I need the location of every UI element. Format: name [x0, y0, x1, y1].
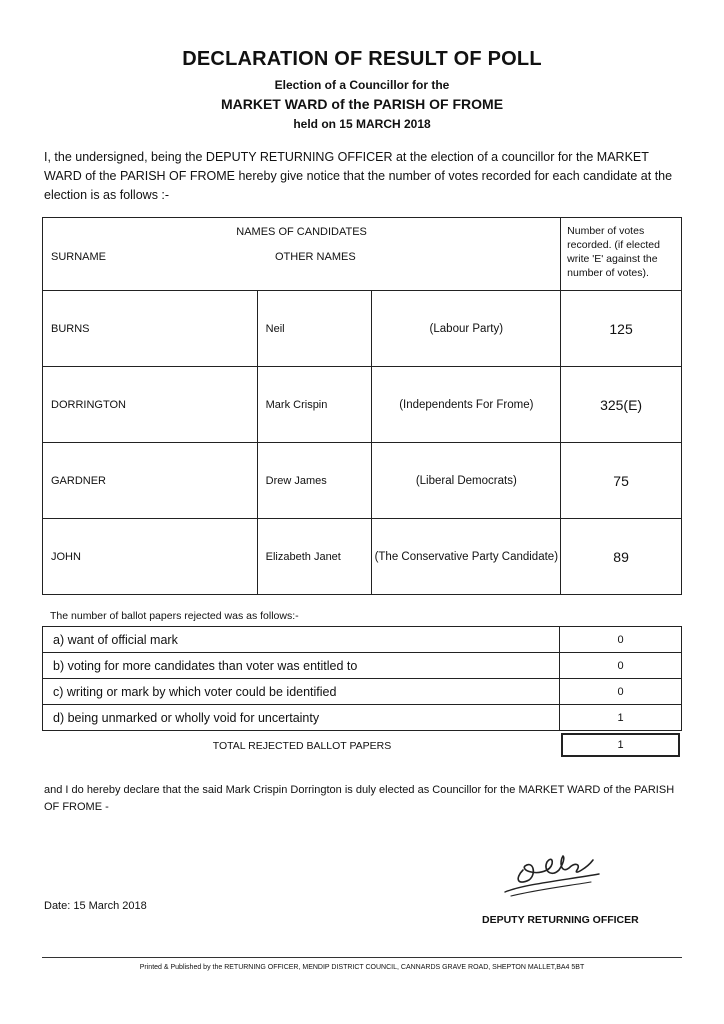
candidate-votes: 325(E): [561, 367, 682, 443]
intro-paragraph: I, the undersigned, being the DEPUTY RETURNING OFFICER at the election of a councillor for the MARKET WARD of the PARISH OF FROME hereby give notice that the number of votes recorded for each candidate at the election is as follows :-: [44, 150, 673, 202]
candidate-votes: 125: [561, 291, 682, 367]
rejection-count: 0: [560, 679, 682, 705]
candidate-votes: 75: [561, 443, 682, 519]
ward-subtitle: MARKET WARD of the PARISH OF FROME: [220, 96, 504, 112]
candidate-party: (Liberal Democrats): [372, 443, 561, 519]
table-row: [43, 519, 682, 595]
rejection-count: 1: [560, 705, 682, 731]
poll-date-subtitle: held on 15 MARCH 2018: [293, 117, 431, 131]
candidate-surname: JOHN: [43, 519, 258, 595]
candidate-party: (Independents For Frome): [372, 367, 561, 443]
table-row: [43, 627, 682, 653]
table-row: [43, 653, 682, 679]
votes-header: Number of votes recorded. (if elected write 'E' against the number of votes).: [561, 218, 682, 291]
table-row: [43, 679, 682, 705]
officer-title: DEPUTY RETURNING OFFICER: [482, 914, 639, 926]
candidate-other-names: Mark Crispin: [257, 367, 372, 443]
document-title: DECLARATION OF RESULT OF POLL: [182, 48, 542, 70]
table-row: [43, 705, 682, 731]
declaration-date: Date: 15 March 2018: [44, 900, 147, 912]
table-row: [43, 367, 682, 443]
candidate-surname: BURNS: [43, 291, 258, 367]
candidate-surname: GARDNER: [43, 443, 258, 519]
declaration-paragraph: and I do hereby declare that the said Mark Crispin Dorrington is duly elected as Councillor for the MARKET WARD of the PARISH OF FROME -: [44, 784, 675, 813]
other-names-header: OTHER NAMES: [275, 251, 356, 263]
table-row: [43, 291, 682, 367]
rejection-reason: c) writing or mark by which voter could be identified: [43, 679, 560, 705]
rejection-count: 0: [560, 653, 682, 679]
publisher-footer: Printed & Published by the RETURNING OFFICER, MENDIP DISTRICT COUNCIL, CANNARDS GRAVE ROAD, SHEPTON MALLET,BA4 5BT: [139, 964, 585, 971]
names-of-candidates-header: NAMES OF CANDIDATES: [236, 226, 367, 238]
candidate-votes: 89: [561, 519, 682, 595]
candidate-other-names: Drew James: [257, 443, 372, 519]
table-row: [43, 443, 682, 519]
candidate-party: (Labour Party): [372, 291, 561, 367]
candidate-other-names: Elizabeth Janet: [257, 519, 372, 595]
rejection-reason: a) want of official mark: [43, 627, 560, 653]
rejection-reason: b) voting for more candidates than voter was entitled to: [43, 653, 560, 679]
rejection-count: 0: [560, 627, 682, 653]
surname-header: SURNAME: [51, 251, 107, 263]
rejected-ballots-table: [42, 626, 682, 731]
candidates-table: [42, 217, 682, 595]
footer-divider: [42, 957, 682, 958]
officer-signature: [495, 840, 615, 910]
candidate-other-names: Neil: [257, 291, 372, 367]
total-rejected-label: TOTAL REJECTED BALLOT PAPERS: [212, 740, 392, 752]
candidate-party: (The Conservative Party Candidate): [372, 519, 561, 595]
total-rejected-value: 1: [561, 733, 680, 757]
rejected-ballots-label: The number of ballot papers rejected was as follows:-: [50, 610, 299, 622]
candidate-surname: DORRINGTON: [43, 367, 258, 443]
election-subtitle: Election of a Councillor for the: [274, 78, 450, 92]
rejection-reason: d) being unmarked or wholly void for uncertainty: [43, 705, 560, 731]
